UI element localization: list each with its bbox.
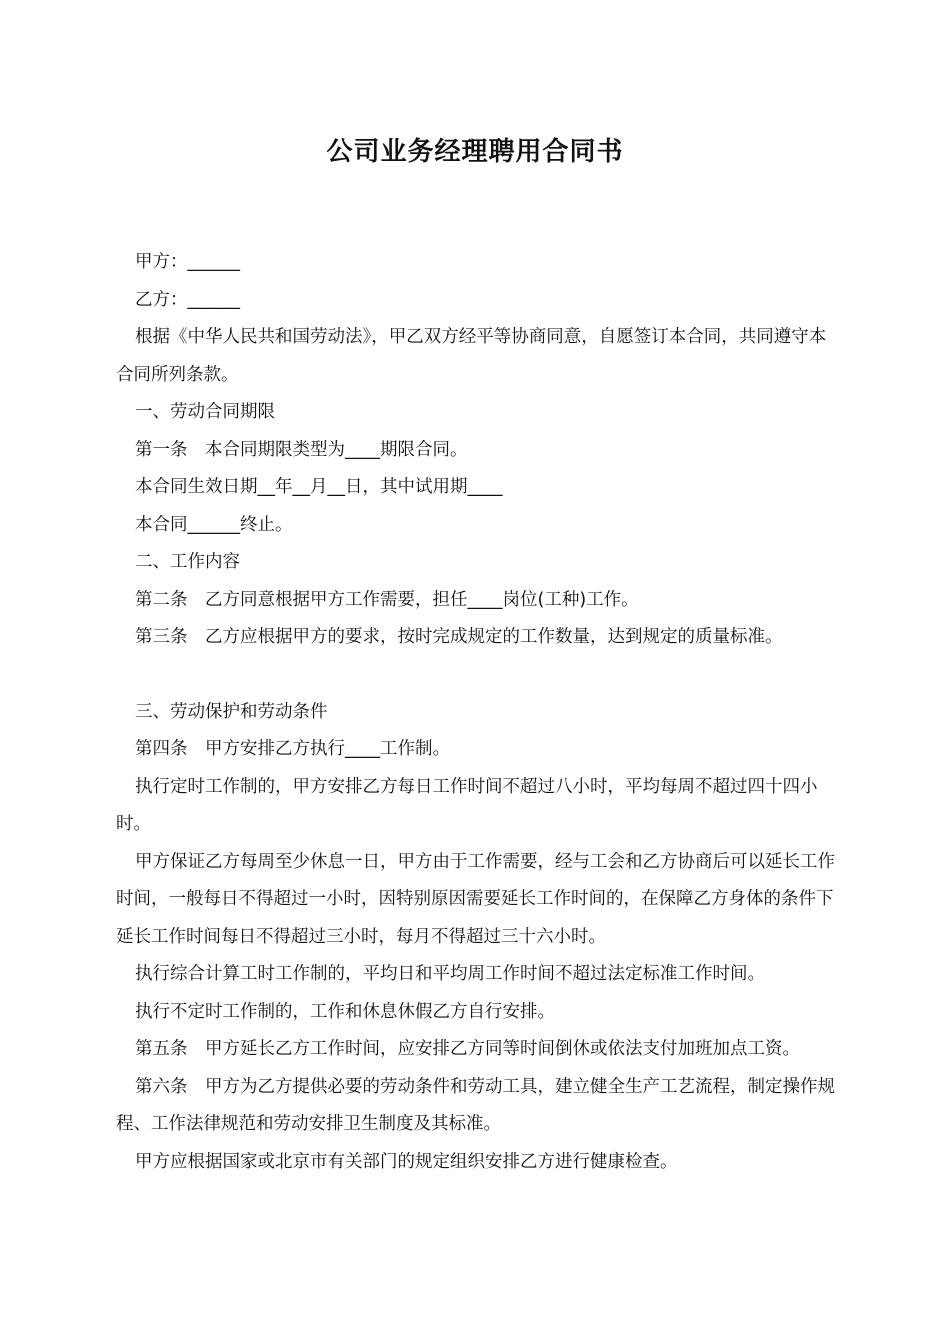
- article-3: 第三条 乙方应根据甲方的要求，按时完成规定的工作数量，达到规定的质量标准。: [135, 627, 783, 647]
- flexible-hours-paragraph: 执行不定时工作制的，工作和休息休假乙方自行安排。: [135, 1001, 555, 1022]
- section-heading-work: 二、工作内容: [135, 552, 240, 572]
- party-b-line: 乙方：______: [135, 289, 240, 310]
- rest-day-paragraph: 甲方保证乙方每周至少休息一日，甲方由于工作需要，经与工会和乙方协商后可以延长工作时间，一般每日不得超过一小时，因特别原因需要延长工作时间的，在保障乙方身体的条件下延长工作时间每日不得超过三小时，每月不得超过三十六小时。: [116, 851, 835, 947]
- section-heading-term: 一、劳动合同期限: [135, 402, 275, 422]
- article-1: 第一条 本合同期限类型为____期限合同。: [135, 439, 468, 460]
- article-4: 第四条 甲方安排乙方执行____工作制。: [135, 739, 450, 759]
- article-6: 第六条 甲方为乙方提供必要的劳动条件和劳动工具，建立健全生产工艺流程，制定操作规程、工作法律规范和劳动安排卫生制度及其标准。: [116, 1076, 835, 1134]
- party-a-line: 甲方：______: [135, 252, 240, 272]
- preamble-paragraph: 根据《中华人民共和国劳动法》，甲乙双方经平等协商同意，自愿签订本合同，共同遵守本合同所列条款。: [116, 327, 827, 385]
- article-2: 第二条 乙方同意根据甲方工作需要，担任____岗位(工种)工作。: [135, 589, 639, 610]
- document-body: [116, 244, 836, 1181]
- fixed-hours-paragraph: 执行定时工作制的，甲方安排乙方每日工作时间不超过八小时，平均每周不超过四十四小时。: [116, 776, 818, 834]
- effective-date-line: 本合同生效日期__年__月__日，其中试用期____: [135, 477, 503, 497]
- article-5: 第五条 甲方延长乙方工作时间，应安排乙方同等时间倒休或依法支付加班加点工资。: [135, 1039, 800, 1059]
- document-title: 公司业务经理聘用合同书: [326, 137, 624, 167]
- termination-line: 本合同______终止。: [135, 514, 293, 535]
- section-heading-protection: 三、劳动保护和劳动条件: [135, 701, 328, 722]
- comprehensive-hours-paragraph: 执行综合计算工时工作制的，平均日和平均周工作时间不超过法定标准工作时间。: [135, 964, 765, 984]
- health-check-paragraph: 甲方应根据国家或北京市有关部门的规定组织安排乙方进行健康检查。: [135, 1151, 678, 1172]
